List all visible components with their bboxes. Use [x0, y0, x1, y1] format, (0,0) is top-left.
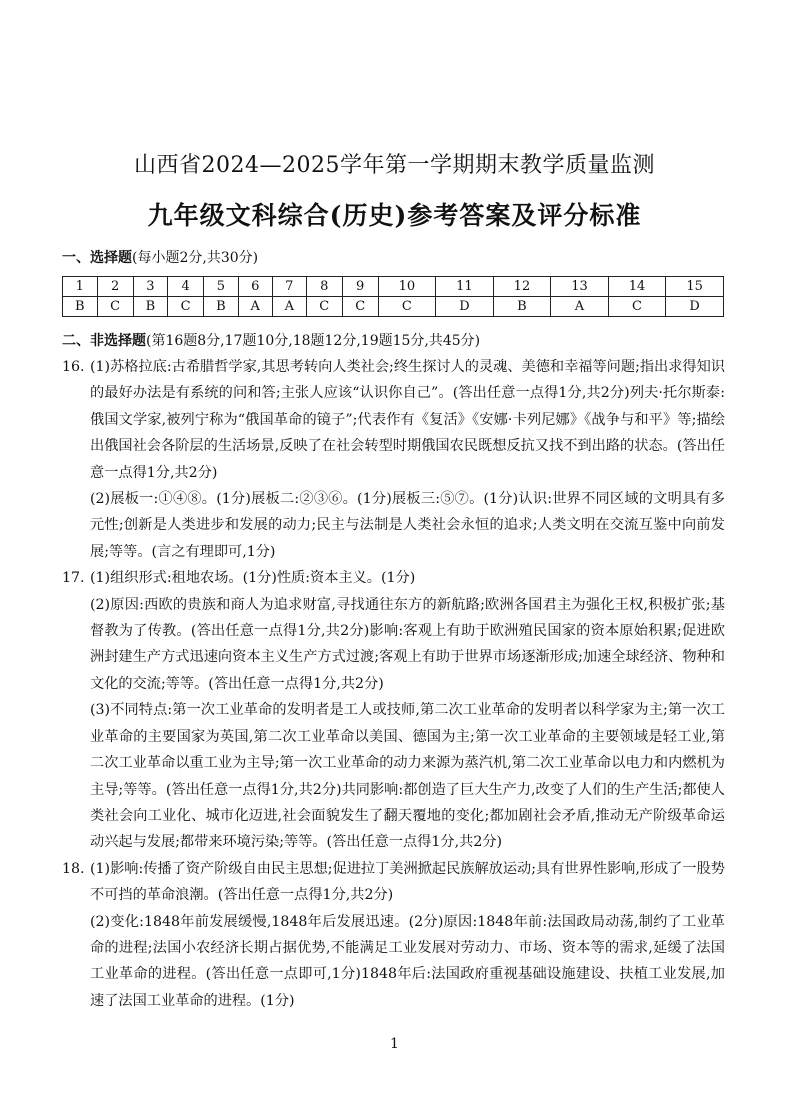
answer-paragraph: (1)苏格拉底:古希腊哲学家,其思考转向人类社会;终生探讨人的灵魂、美德和幸福等问题;指出求得知识的最好办法是有系统的问和答;主张人应该“认识你自己”。(答出任意一点得1分,共2分)列夫·托尔斯泰:俄国文学家,被列宁称为“俄国革命的镜子”;代表作有《复活》《安娜·卡列尼娜》《战争与和平》等;描绘出俄国社会各阶层的生活场景,反映了在社会转型时期俄国农民既想反抗又找不到出路的状态。(答出任意一点得1分,共2分): [90, 359, 725, 481]
answer-cell: D: [436, 297, 494, 317]
answer-cell: B: [493, 297, 551, 317]
question-16: [62, 354, 725, 565]
section-label: 二、非选择题: [62, 333, 146, 349]
question-number-cell: 6: [238, 277, 272, 297]
answer-cell: C: [378, 297, 436, 317]
question-number: 16.: [62, 359, 85, 375]
question-number-cell: 7: [272, 277, 306, 297]
section-label: 一、选择题: [62, 250, 132, 266]
answer-cell: B: [63, 297, 98, 317]
question-number-cell: 9: [342, 277, 378, 297]
section-heading-nonchoice: [62, 330, 480, 350]
question-18: [62, 856, 725, 1014]
answer-paragraph: (3)不同特点:第一次工业革命的发明者是工人或技师,第二次工业革命的发明者以科学家为主;第一次工业革命的主要国家为英国,第二次工业革命以美国、德国为主;第一次工业革命的主要领域是轻工业,第二次工业革命以重工业为主导;第一次工业革命的动力来源为蒸汽机,第二次工业革命以电力和内燃机为主导;等等。(答出任意一点得1分,共2分)共同影响:都创造了巨大生产力,改变了人们的生产生活;都使人类社会向工业化、城市化迈进,社会面貌发生了翻天覆地的变化;都加剧社会矛盾,推动无产阶级革命运动兴起与发展;都带来环境污染;等等。(答出任意一点得1分,共2分): [90, 702, 725, 851]
question-17: [62, 565, 725, 855]
section-heading-choice: [62, 247, 258, 267]
question-number-cell: 14: [608, 277, 666, 297]
answer-paragraph: (2)展板一:①④⑧。(1分)展板二:②③⑥。(1分)展板三:⑤⑦。(1分)认识:世界不同区域的文明具有多元性;创新是人类进步和发展的动力;民主与法制是人类社会永恒的追求;人类文明在交流互鉴中向前发展;等等。(言之有理即可,1分): [90, 491, 725, 560]
question-number-cell: 8: [306, 277, 342, 297]
question-number: 17.: [62, 570, 85, 587]
question-number-cell: 1: [63, 277, 98, 297]
answer-paragraph: (2)变化:1848年前发展缓慢,1848年后发展迅速。(2分)原因:1848年前:法国政局动荡,制约了工业革命的进程;法国小农经济长期占据优势,不能满足工业发展对劳动力、市场、资本等的需求,延缓了法国工业革命的进程。(答出任意一点即可,1分)1848年后:法国政府重视基础设施建设、扶植工业发展,加速了法国工业革命的进程。(1分): [90, 913, 725, 1009]
answer-paragraph: (1)组织形式:租地农场。(1分)性质:资本主义。(1分): [90, 570, 416, 587]
answer-paragraph: (2)原因:西欧的贵族和商人为追求财富,寻找通往东方的新航路;欧洲各国君主为强化王权,积极扩张;基督教为了传教。(答出任意一点得1分,共2分)影响:客观上有助于欧洲殖民国家的资本原始积累;促进欧洲封建生产方式迅速向资本主义生产方式过渡;客观上有助于世界市场逐渐形成;加速全球经济、物种和文化的交流;等等。(答出任意一点得1分,共2分): [90, 596, 725, 692]
question-number-cell: 5: [204, 277, 239, 297]
page-number: 1: [390, 1036, 399, 1052]
question-number-row: [63, 277, 724, 297]
answer-cell: C: [97, 297, 133, 317]
answer-cell: D: [666, 297, 724, 317]
question-number-cell: 4: [168, 277, 204, 297]
answer-cell: A: [238, 297, 272, 317]
section-note: (第16题8分,17题10分,18题12分,19题15分,共45分): [146, 333, 481, 349]
document-title: 山西省2024—2025学年第一学期期末教学质量监测: [134, 153, 655, 178]
question-number-cell: 10: [378, 277, 436, 297]
answer-cell: A: [551, 297, 609, 317]
section-note: (每小题2分,共30分): [132, 250, 259, 266]
answer-cell: A: [272, 297, 306, 317]
question-number-cell: 12: [493, 277, 551, 297]
answer-row: [63, 297, 724, 317]
answer-cell: C: [306, 297, 342, 317]
question-number-cell: 13: [551, 277, 609, 297]
question-number: 18.: [62, 860, 85, 877]
answer-paragraph: (1)影响:传播了资产阶级自由民主思想;促进拉丁美洲掀起民族解放运动;具有世界性影响,形成了一股势不可挡的革命浪潮。(答出任意一点得1分,共2分): [90, 860, 725, 904]
answer-cell: B: [204, 297, 239, 317]
question-number-cell: 3: [133, 277, 168, 297]
answers-body: [62, 354, 725, 1014]
question-number-cell: 11: [436, 277, 494, 297]
answer-cell: C: [608, 297, 666, 317]
document-subtitle: 九年级文科综合(历史)参考答案及评分标准: [147, 201, 642, 230]
answer-cell: B: [133, 297, 168, 317]
question-number-cell: 15: [666, 277, 724, 297]
answer-table: [62, 276, 724, 317]
answer-cell: C: [342, 297, 378, 317]
answer-cell: C: [168, 297, 204, 317]
question-number-cell: 2: [97, 277, 133, 297]
